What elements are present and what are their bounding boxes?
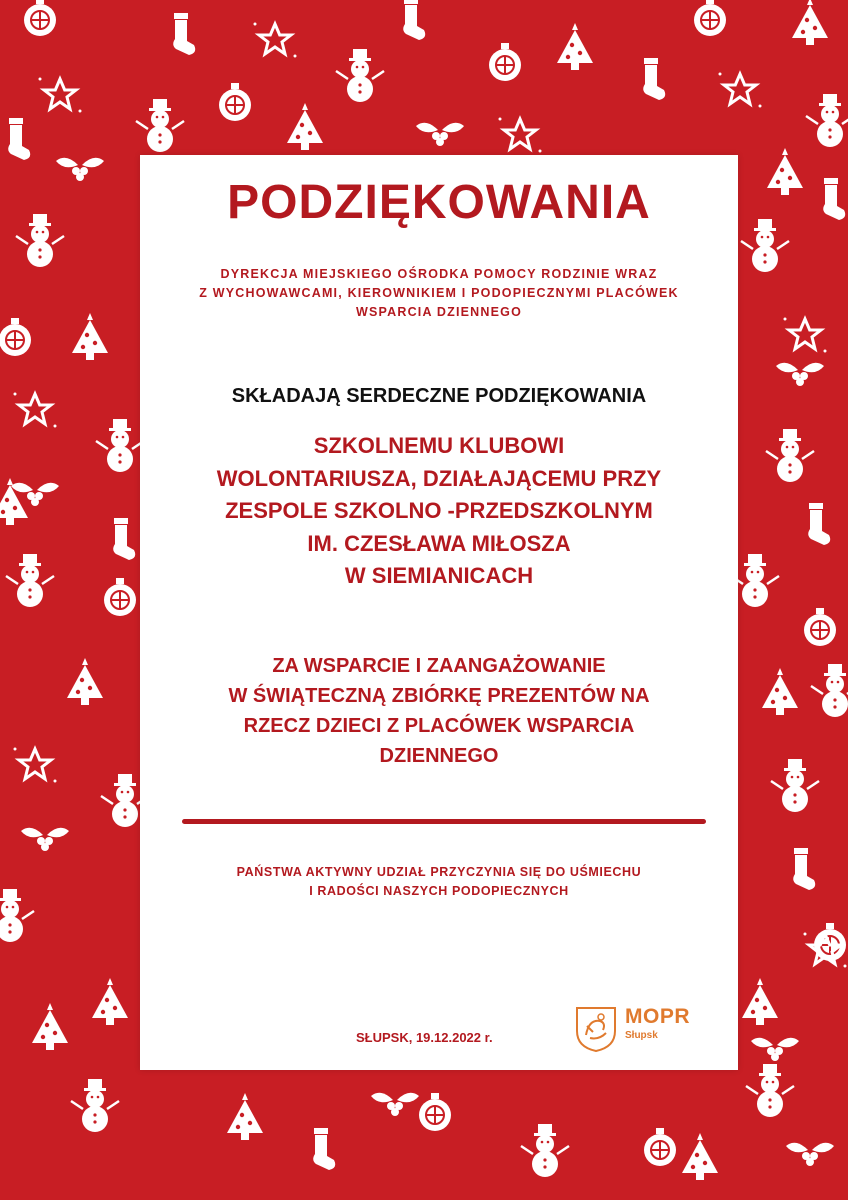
reason-line: RZECZ DZIECI Z PLACÓWEK WSPARCIA xyxy=(243,715,635,737)
reason-block xyxy=(140,651,738,771)
closing-line: PAŃSTWA AKTYWNY UDZIAŁ PRZYCZYNIA SIĘ DO UŚMIECHU xyxy=(236,865,642,879)
recipient-line: IM. CZESŁAWA MIŁOSZA xyxy=(307,530,571,556)
closing-block xyxy=(140,863,738,901)
logo-city: Słupsk xyxy=(625,1030,658,1041)
logo-name: MOPR xyxy=(625,1005,690,1028)
recipient-block xyxy=(140,430,738,593)
recipient-line: ZESPOLE SZKOLNO -PRZEDSZKOLNYM xyxy=(225,498,653,523)
lead-text: SKŁADAJĄ SERDECZNE PODZIĘKOWANIA xyxy=(231,385,647,407)
reason-line: W ŚWIĄTECZNĄ ZBIÓRKĘ PREZENTÓW NA xyxy=(228,685,650,707)
mopr-logo xyxy=(573,1005,713,1055)
sender-line: DYREKCJA MIEJSKIEGO OŚRODKA POMOCY RODZINIE WRAZ xyxy=(220,267,658,281)
reason-line: ZA WSPARCIE I ZAANGAŻOWANIE xyxy=(272,655,606,677)
closing-line: I RADOŚCI NASZYCH PODOPIECZNYCH xyxy=(309,884,569,898)
recipient-line: SZKOLNEMU KLUBOWI xyxy=(313,433,565,458)
reason-line: DZIENNEGO xyxy=(379,745,499,767)
recipient-line: W SIEMIANICACH xyxy=(344,563,534,588)
page-title: PODZIĘKOWANIA xyxy=(227,176,651,229)
thank-you-card xyxy=(140,155,738,1070)
recipient-line: WOLONTARIUSZA, DZIAŁAJĄCEMU PRZY xyxy=(216,465,662,491)
date-line: SŁUPSK, 19.12.2022 r. xyxy=(356,1030,493,1045)
sender-block xyxy=(140,265,738,322)
divider xyxy=(182,819,706,824)
sender-line: WSPARCIA DZIENNEGO xyxy=(355,305,523,319)
coat-of-arms-icon xyxy=(573,1005,619,1053)
sender-line: Z WYCHOWAWCAMI, KIEROWNIKIEM I PODOPIECZNYMI PLACÓWEK xyxy=(199,286,679,300)
